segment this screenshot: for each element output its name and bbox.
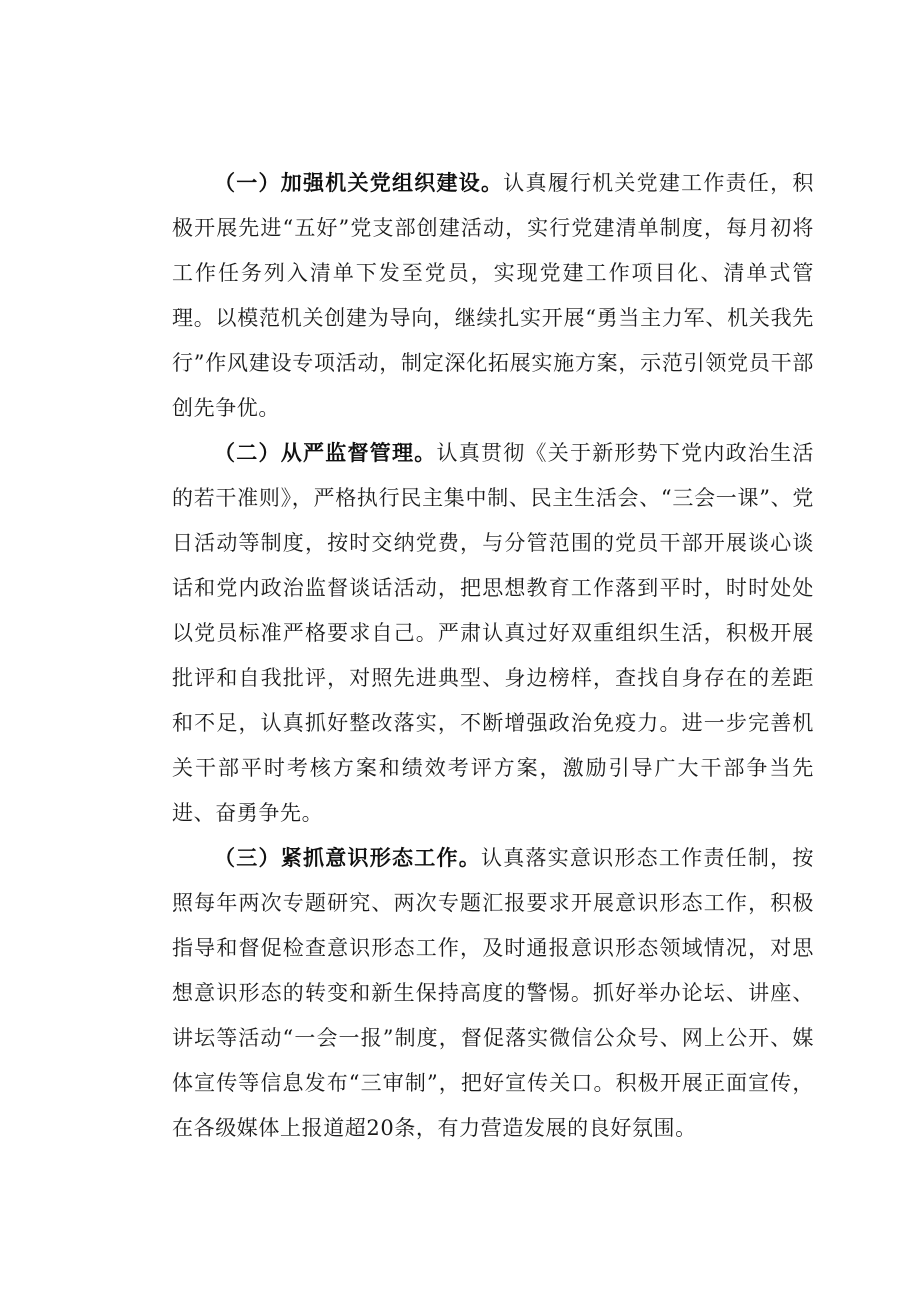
section-2-paragraph xyxy=(172,431,814,836)
section-3-body: 认真落实意识形态工作责任制，按照每年两次专题研究、两次专题汇报要求开展意识形态工作，积极指导和督促检查意识形态工作，及时通报意识形态领域情况，对思想意识形态的转变和新生保持高度的警惕。抓好举办论坛、讲座、讲坛等活动“一会一报”制度，督促落实微信公众号、网上公开、媒体宣传等信息发布“三审制”，把好宣传关口。积极开展正面宣传，在各级媒体上报道超20条，有力营造发展的良好氛围。 xyxy=(172,846,814,1140)
document-body xyxy=(172,161,814,1151)
section-1-paragraph xyxy=(172,161,814,431)
section-1-heading: （一）加强机关党组织建设。 xyxy=(214,171,504,195)
section-2-body: 认真贯彻《关于新形势下党内政治生活的若干准则》，严格执行民主集中制、民主生活会、“三会一课”、党日活动等制度，按时交纳党费，与分管范围的党员干部开展谈心谈话和党内政治监督谈话活动，把思想教育工作落到平时，时时处处以党员标准严格要求自己。严肃认真过好双重组织生活，积极开展批评和自我批评，对照先进典型、身边榜样，查找自身存在的差距和不足，认真抓好整改落实，不断增强政治免疫力。进一步完善机关干部平时考核方案和绩效考评方案，激励引导广大干部争当先进、奋勇争先。 xyxy=(172,441,815,825)
section-3-paragraph xyxy=(172,836,814,1151)
section-3-heading: （三）紧抓意识形态工作。 xyxy=(214,846,481,870)
section-1-body: 认真履行机关党建工作责任，积极开展先进“五好”党支部创建活动，实行党建清单制度，每月初将工作任务列入清单下发至党员，实现党建工作项目化、清单式管理。以模范机关创建为导向，继续扎实开展“勇当主力军、机关我先行”作风建设专项活动，制定深化拓展实施方案，示范引领党员干部创先争优。 xyxy=(172,171,814,420)
section-2-heading: （二）从严监督管理。 xyxy=(214,441,437,465)
